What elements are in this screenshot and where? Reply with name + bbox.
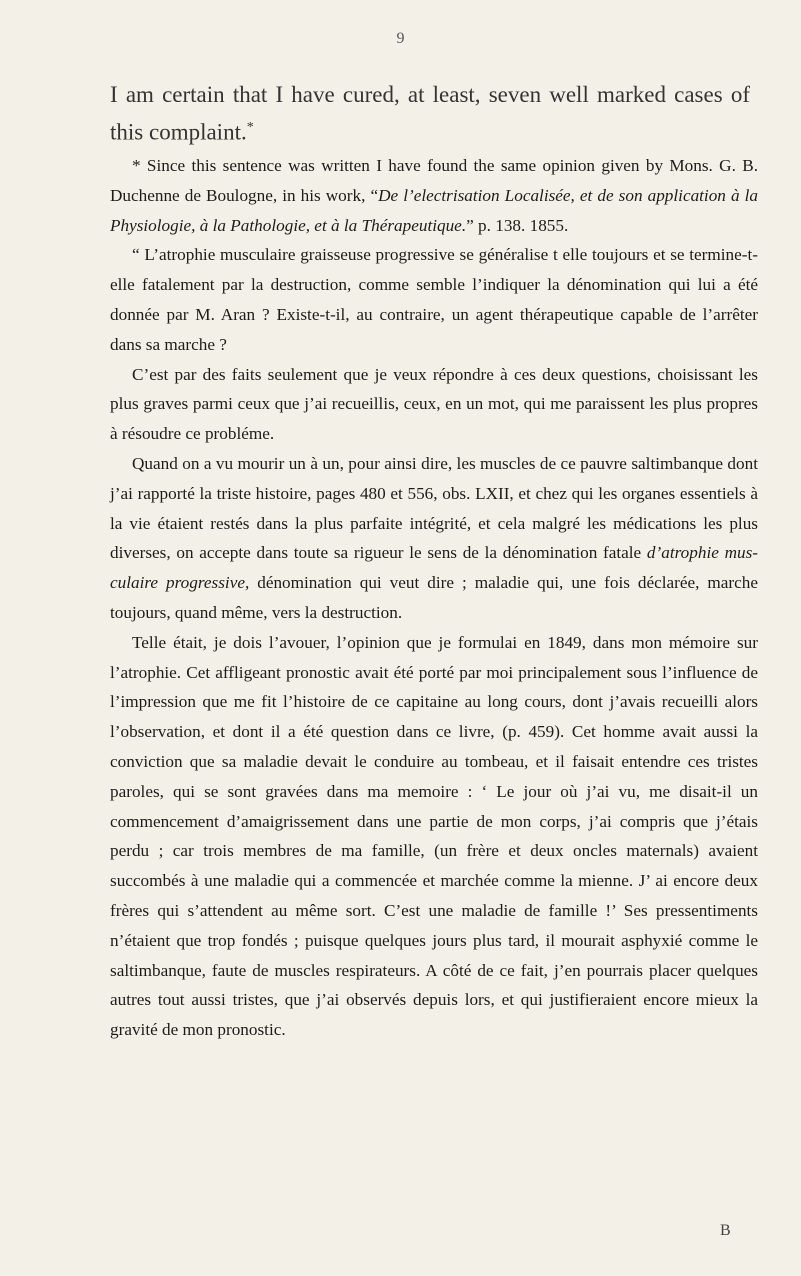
page-number: 9 [396, 30, 405, 47]
footnote-paragraph-2: “ L’atrophie musculaire graisseuse progressive se généralise t elle toujours et se termine-t-elle fatalement par la destruction, comme semble l’indiquer la dénomination qui lui a été donnée par M. Aran ? Existe-t-il, au contraire, un agent thérapeutique capable de l’arrêter dans sa marche ? [110, 245, 758, 354]
footnote-p4-text-a: Quand on a vu mourir un à un, pour ainsi dire, les muscles de ce pauvre saltimbanque dont j’ai rapporté la triste histoire, pages 480 et 556, obs. LXII, et chez qui les organes essentiels à la vie étaient restés dans la plus parfaite intégrité, et cela malgré les médications les plus diverses, on accepte dans toute sa rigueur le sens de la dénomination fatale [110, 453, 758, 563]
footnote-paragraph-5: Telle était, je dois l’avouer, l’opinion que je formulai en 1849, dans mon mémoire sur l’atrophie. Cet affligeant pronostic avait été porté par moi principalement sous l’influence de l’impression que me fit l’histoire de ce capitaine au long cours, dont j’avais recueilli alors l’observation, et dont il a été question dans ce livre, (p. 459). Cet homme avait aussi la conviction que sa maladie devait le conduire au tombeau, et il faisait entendre ces tristes paroles, qui se sont gravées dans ma memoire : ‘ Le jour où j’ai vu, me disait-il un commencement d’amaigrissement dans une partie de mon corps, j’ai compris que j’étais perdu ; car trois membres de ma famille, (un frère et deux oncles maternals) avaient succombés à une maladie qui a commencée et marchée comme la mienne. J’ ai encore deux frères qui s’attendent au même sort. C’est une maladie de famille !’ Ses pressentiments n’étaient que trop fondés ; puisque quelques jours plus tard, il mourait asphyxié comme le saltimbanque, faute de muscles respirateurs. A côté de ce fait, j’en pourrais placer quelques autres tout aussi tristes, que j’ai observés depuis lors, et qui justifieraient encore mieux la gravité de mon pronostic. [110, 632, 758, 1040]
footnote-p4-emphasis: d’atrophie mus-culaire progressive [110, 543, 758, 593]
footnote-paragraph-3: C’est par des faits seulement que je veux répondre à ces deux questions, choisissant les plus graves parmi ceux que j’ai recueillis, ceux, en un mot, qui me paraissent les plus propres à résoudre ce probléme. [110, 364, 758, 444]
footnote-paragraph-1 [110, 151, 758, 240]
footnote-p1-text-a: * Since this sentence was written I have found the same opinion given by Mons. G. B. Duchenne de Boulogne, in his work, “ [110, 156, 758, 205]
footnote [110, 151, 758, 1045]
main-text [110, 78, 750, 149]
main-text-line: I am certain that I have cured, at least, seven well marked cases of this complaint. [110, 82, 750, 145]
footnote-p4-text-b: , dénomination qui veut dire ; maladie qui, une fois déclarée, marche toujours, quand même, vers la destruction. [110, 573, 758, 622]
footnote-p1-text-b: ” p. 138. 1855. [466, 215, 569, 235]
footnote-marker: * [246, 120, 254, 135]
footnote-paragraph-4 [110, 449, 758, 628]
footnote-book-title: De l’electrisation Localisée, et de son application à la Physiologie, à la Pathologie, et à la Thérapeutique. [110, 185, 758, 235]
signature-mark: B [720, 1222, 731, 1239]
